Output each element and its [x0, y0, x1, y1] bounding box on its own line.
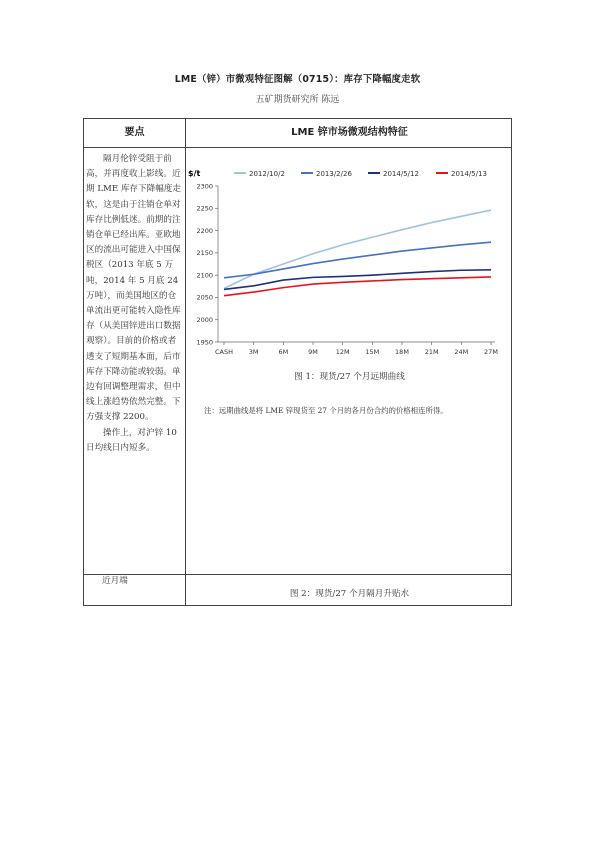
y-axis-unit-label: $/t [188, 169, 201, 178]
document-title: LME（锌）市微观特征图解（0715）：库存下降幅度走软 [174, 74, 421, 85]
x-tick-label-9: 27M [484, 348, 498, 356]
x-tick-label-4: 12M [335, 348, 350, 356]
y-tick-label-1: 2000 [196, 316, 213, 325]
table-row-divider [84, 574, 511, 575]
y-tick-label-6: 2250 [196, 204, 213, 213]
series-line-3 [224, 277, 491, 296]
y-tick-label-3: 2100 [196, 271, 213, 280]
legend-label-0: 2012/10/2 [249, 170, 285, 178]
figure-2-caption: 图 2：现货/27 个月隔月升贴水 [289, 589, 410, 599]
key-point-paragraph-1: 隔月伦锌受阻于前高，并再度收上影线。近期 LME 库存下降幅度走软，这是由于注销仓单对库存比例低迷。前期的注销仓单已经出库。亚欧地区的流出可能进入中国保税区（2013 年底 5 万吨，2014 年 5 月底 24 万吨），而美国地区的仓单流出更可能转入隐性库存（从美国锌进出口数据观察）。目前的价格或者透支了短期基本面，后市库存下降动能或较弱。单边有回调整理需求，但中线上涨趋势依然完整。下方强支撑 2200。 [86, 154, 181, 423]
legend-label-1: 2013/2/26 [316, 170, 352, 178]
series-line-0 [224, 210, 491, 288]
legend-label-2: 2014/5/12 [383, 170, 419, 178]
x-tick-label-7: 21M [424, 348, 439, 356]
forward-curve-chart [186, 150, 513, 440]
series-line-1 [224, 242, 491, 278]
x-tick-label-1: 3M [248, 348, 259, 356]
figure-1-note: 注：远期曲线是将 LME 锌现货至 27 个月的各月份合约的价格相连所得。 [204, 406, 448, 415]
y-tick-label-2: 2050 [196, 293, 213, 302]
x-tick-label-8: 24M [454, 348, 469, 356]
x-tick-label-5: 15M [365, 348, 380, 356]
table-header-divider [84, 147, 511, 148]
y-tick-label-5: 2200 [196, 226, 213, 235]
x-tick-label-3: 9M [308, 348, 318, 356]
forward-curve-svg [186, 150, 513, 370]
main-table [83, 118, 512, 606]
y-tick-label-0: 1950 [196, 338, 213, 347]
table-header-features: LME 锌市场微观结构特征 [291, 127, 408, 138]
figure-1-caption: 图 1：现货/27 个月远期曲线 [294, 372, 405, 382]
y-tick-label-4: 2150 [196, 249, 213, 258]
x-tick-label-2: 6M [278, 348, 289, 356]
key-points-text [86, 152, 181, 456]
y-tick-label-7: 2300 [196, 182, 213, 191]
legend-label-3: 2014/5/13 [451, 170, 487, 178]
near-month-label: 近月端 [102, 576, 128, 586]
key-point-paragraph-2: 操作上，对沪锌 10 日均线日内短多。 [86, 427, 177, 453]
x-tick-label-0: CASH [215, 348, 233, 356]
x-tick-label-6: 18M [395, 348, 409, 356]
document-subtitle: 五矿期货研究所 陈远 [255, 95, 340, 105]
table-header-key-points: 要点 [124, 127, 145, 138]
